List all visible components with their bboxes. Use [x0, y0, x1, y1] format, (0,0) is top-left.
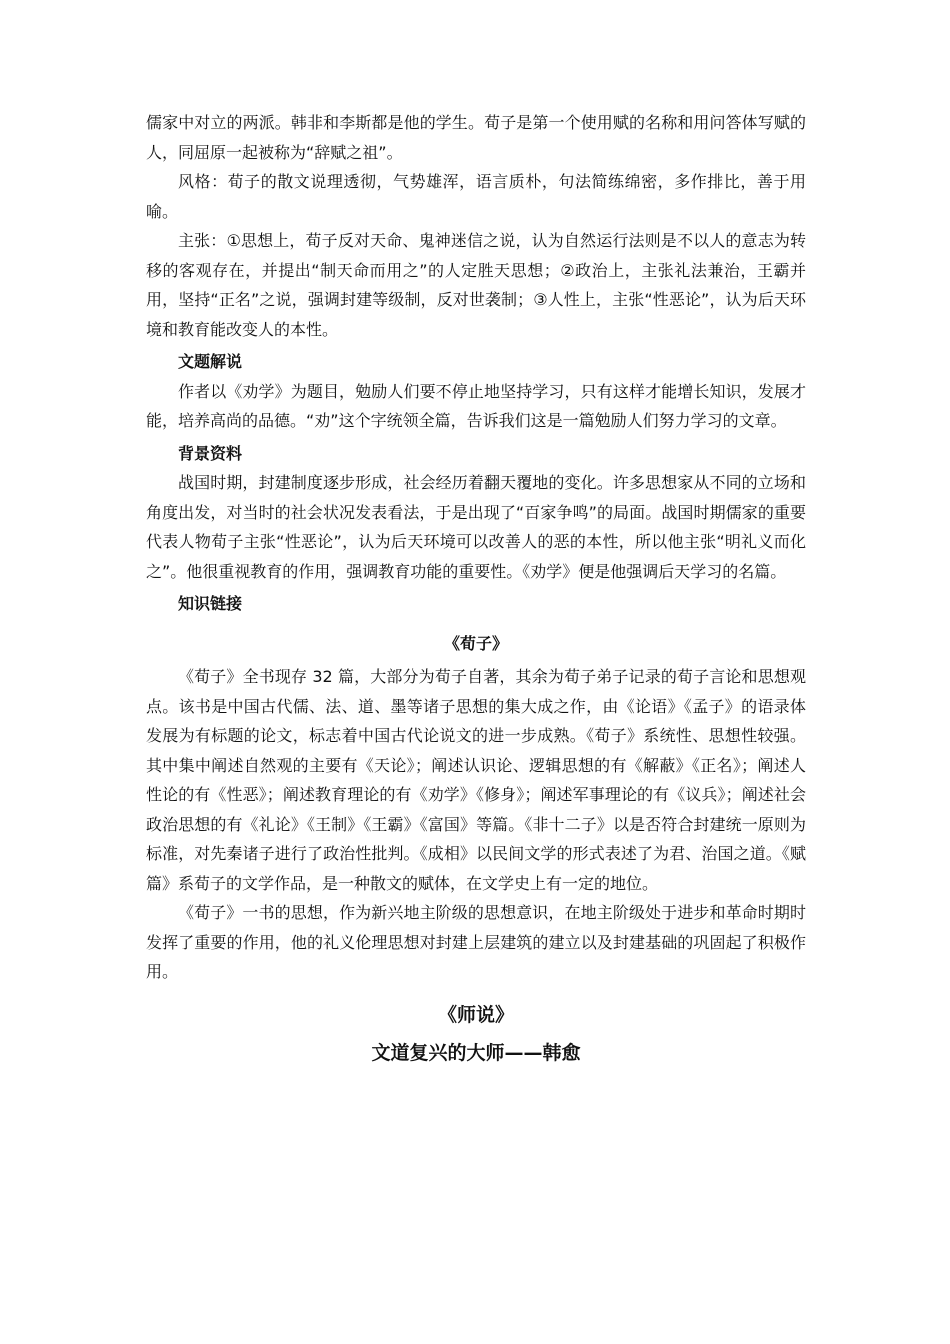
paragraph-style: 风格：荀子的散文说理透彻，气势雄浑，语言质朴，句法简练绵密，多作排比，善于用喻。 [146, 172, 806, 221]
document-page [146, 108, 806, 1069]
paragraph-background: 战国时期，封建制度逐步形成，社会经历着翻天覆地的变化。许多思想家从不同的立场和角度出发，对当时的社会状况发表看法，于是出现了“百家争鸣”的局面。战国时期儒家的重要代表人物荀子主张“性恶论”，认为后天环境可以改善人的恶的本性，所以他主张“明礼义而化之”。他很重视教育的作用，强调教育功能的重要性。《劝学》便是他强调后天学习的名篇。 [146, 473, 806, 581]
paragraph-xunzi-book: 《荀子》全书现存 32 篇，大部分为荀子自著，其余为荀子弟子记录的荀子言论和思想观点。该书是中国古代儒、法、道、墨等诸子思想的集大成之作，由《论语》《孟子》的语录体发展为有标题的论文，标志着中国古代论说文的进一步成熟。《荀子》系统性、思想性较强。其中集中阐述自然观的主要有《天论》；阐述认识论、逻辑思想的有《解蔽》《正名》；阐述人性论的有《性恶》；阐述教育理论的有《劝学》《修身》；阐述军事理论的有《议兵》；阐述社会政治思想的有《礼论》《王制》《王霸》《富国》等篇。《非十二子》以是否符合封建统一原则为标准，对先秦诸子进行了政治性批判。《成相》以民间文学的形式表述了为君、治国之道。《赋篇》系荀子的文学作品，是一种散文的赋体，在文学史上有一定的地位。 [146, 667, 806, 893]
section-title-shishuo: 《师说》 [437, 1003, 514, 1026]
heading-knowledge-link: 知识链接 [178, 594, 243, 613]
paragraph-title-explanation: 作者以《劝学》为题目，勉励人们要不停止地坚持学习，只有这样才能增长知识，发展才能，培养高尚的品德。“劝”这个字统领全篇，告诉我们这是一篇勉励人们努力学习的文章。 [146, 381, 806, 430]
section-title-xunzi: 《荀子》 [443, 633, 508, 653]
heading-title-explanation: 文题解说 [178, 352, 243, 371]
author-title-hanyu: 文道复兴的大师——韩愈 [371, 1041, 581, 1064]
paragraph-xunzi-thought: 《荀子》一书的思想，作为新兴地主阶级的思想意识，在地主阶级处于进步和革命时期时发挥了重要的作用，他的礼义伦理思想对封建上层建筑的建立以及封建基础的巩固起了积极作用。 [146, 903, 806, 981]
heading-background: 背景资料 [178, 443, 243, 463]
paragraph-views: 主张：①思想上，荀子反对天命、鬼神迷信之说，认为自然运行法则是不以人的意志为转移的客观存在，并提出“制天命而用之”的人定胜天思想；②政治上，主张礼法兼治，王霸并用，坚持“正名”之说，强调封建等级制，反对世袭制；③人性上，主张“性恶论”，认为后天环境和教育能改变人的本性。 [146, 231, 806, 339]
paragraph-xunzi-intro: 儒家中对立的两派。韩非和李斯都是他的学生。荀子是第一个使用赋的名称和用问答体写赋的人，同屈原一起被称为“辞赋之祖”。 [146, 113, 806, 162]
